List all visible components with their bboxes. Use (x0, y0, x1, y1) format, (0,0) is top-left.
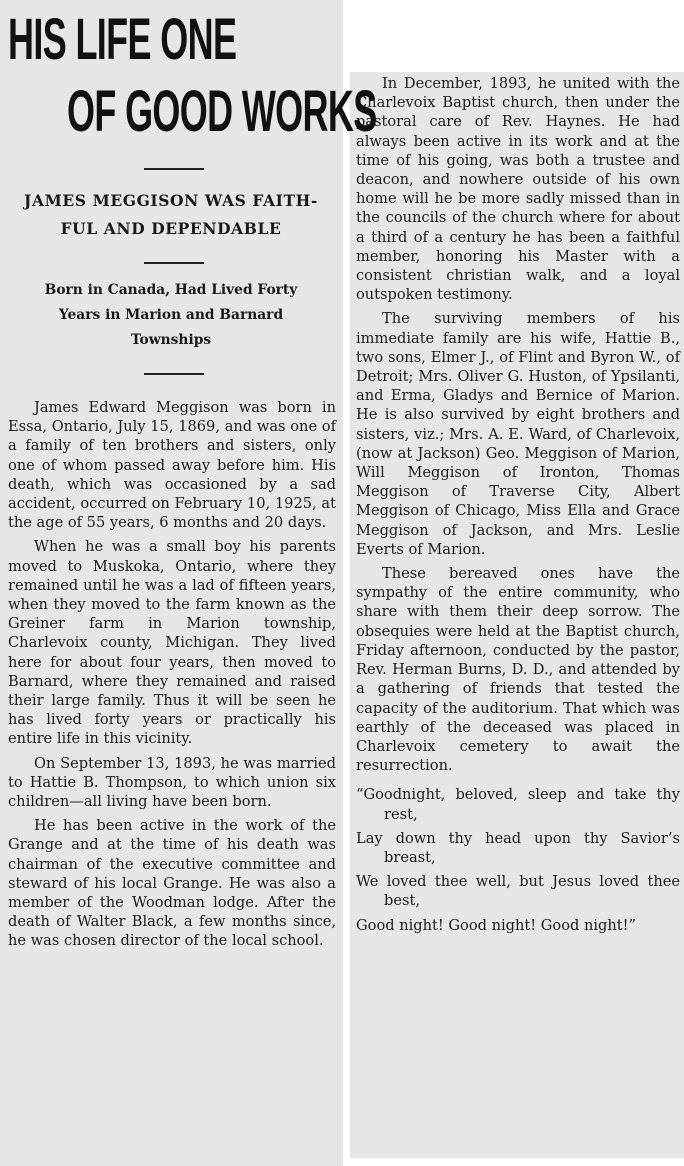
headline-line-2: OF GOOD WORKS (67, 79, 377, 144)
headline-line-1: HIS LIFE ONE (8, 7, 237, 72)
paragraph: The surviving members of his immediate family are his wife, Hattie B., two sons, Elmer J., of Flint and Byron W., of Detroit; Mrs. Oliver G. Huston, of Ypsilanti, and Erma, Gladys and Bernice of Marion. He is also survived by eight brothers and sisters, viz.; Mrs. A. E. Ward, of Charlevoix, (now at Jackson) Geo. Meggison of Marion, Will Meggison of Ironton, Thomas Meggison of Traverse City, Albert Meggison of Chicago, Miss Ella and Grace Meggison of Jackson, and Mrs. Leslie Everts of Marion. (356, 310, 680, 558)
right-column (350, 72, 684, 1158)
poem-line: “Goodnight, beloved, sleep and take thy rest, (356, 786, 680, 823)
left-article-body (8, 398, 336, 956)
divider-rule (144, 373, 204, 375)
subdeck-line: Townships (130, 332, 212, 348)
subdeck-line: Born in Canada, Had Lived Forty (44, 282, 298, 298)
paragraph: James Edward Meggison was born in Essa, Ontario, July 15, 1869, and was one of a family of ten brothers and sisters, only one of whom passed away before him. His death, which was occasioned by a sad accident, occurred on February 10, 1925, at the age of 55 years, 6 months and 20 days. (8, 399, 336, 532)
deck-line: FUL AND DEPENDABLE (60, 219, 282, 238)
subdeck-headline (10, 278, 332, 353)
paragraph: He has been active in the work of the Grange and at the time of his death was chairman of the executive committee and steward of his local Grange. He was also a member of the Woodman lodge. After the death of Walter Black, a few months since, he was chosen director of the local school. (8, 817, 336, 950)
poem (356, 785, 680, 934)
paragraph: On September 13, 1893, he was married to Hattie B. Thompson, to which union six children—all living have been born. (8, 754, 336, 811)
paragraph: These bereaved ones have the sympathy of the entire community, who share with them their deep sorrow. The obsequies were held at the Baptist church, Friday afternoon, conducted by the pastor, Rev. Herman Burns, D. D., and attended by a gathering of friends that tested the capacity of the auditorium. That which was earthly of the deceased was placed in Charlevoix cemetery to await the resurrection. (356, 565, 680, 775)
poem-line: Lay down thy head upon thy Savior’s breast, (356, 829, 680, 866)
subdeck-line: Years in Marion and Barnard (58, 307, 284, 323)
divider-rule (144, 168, 204, 170)
paragraph: In December, 1893, he united with the Charlevoix Baptist church, then under the pastoral care of Rev. Haynes. He had always been active in its work and at the time of his going, was both a trustee and deacon, and nowhere outside of his own home will he be more sadly missed than in the councils of the church where for about a third of a century he has been a faithful member, honoring his Master with a consistent christian walk, and a loyal outspoken testimony. (356, 75, 680, 304)
poem-line: Good night! Good night! Good night!” (356, 916, 636, 934)
deck-line: JAMES MEGGISON WAS FAITH- (24, 191, 318, 210)
paragraph: When he was a small boy his parents moved to Muskoka, Ontario, where they remained until he was a lad of fifteen years, when they moved to the farm known as the Greiner farm in Marion township, Charlevoix county, Michigan. They lived here for about four years, then moved to Barnard, where they remained and raised their large family. Thus it will be seen he has lived forty years or practically his entire life in this vicinity. (8, 538, 336, 748)
poem-line: We loved thee well, but Jesus loved thee best, (356, 873, 680, 910)
deck-headline (10, 187, 332, 243)
right-article-body (356, 74, 680, 935)
divider-rule (144, 262, 204, 264)
